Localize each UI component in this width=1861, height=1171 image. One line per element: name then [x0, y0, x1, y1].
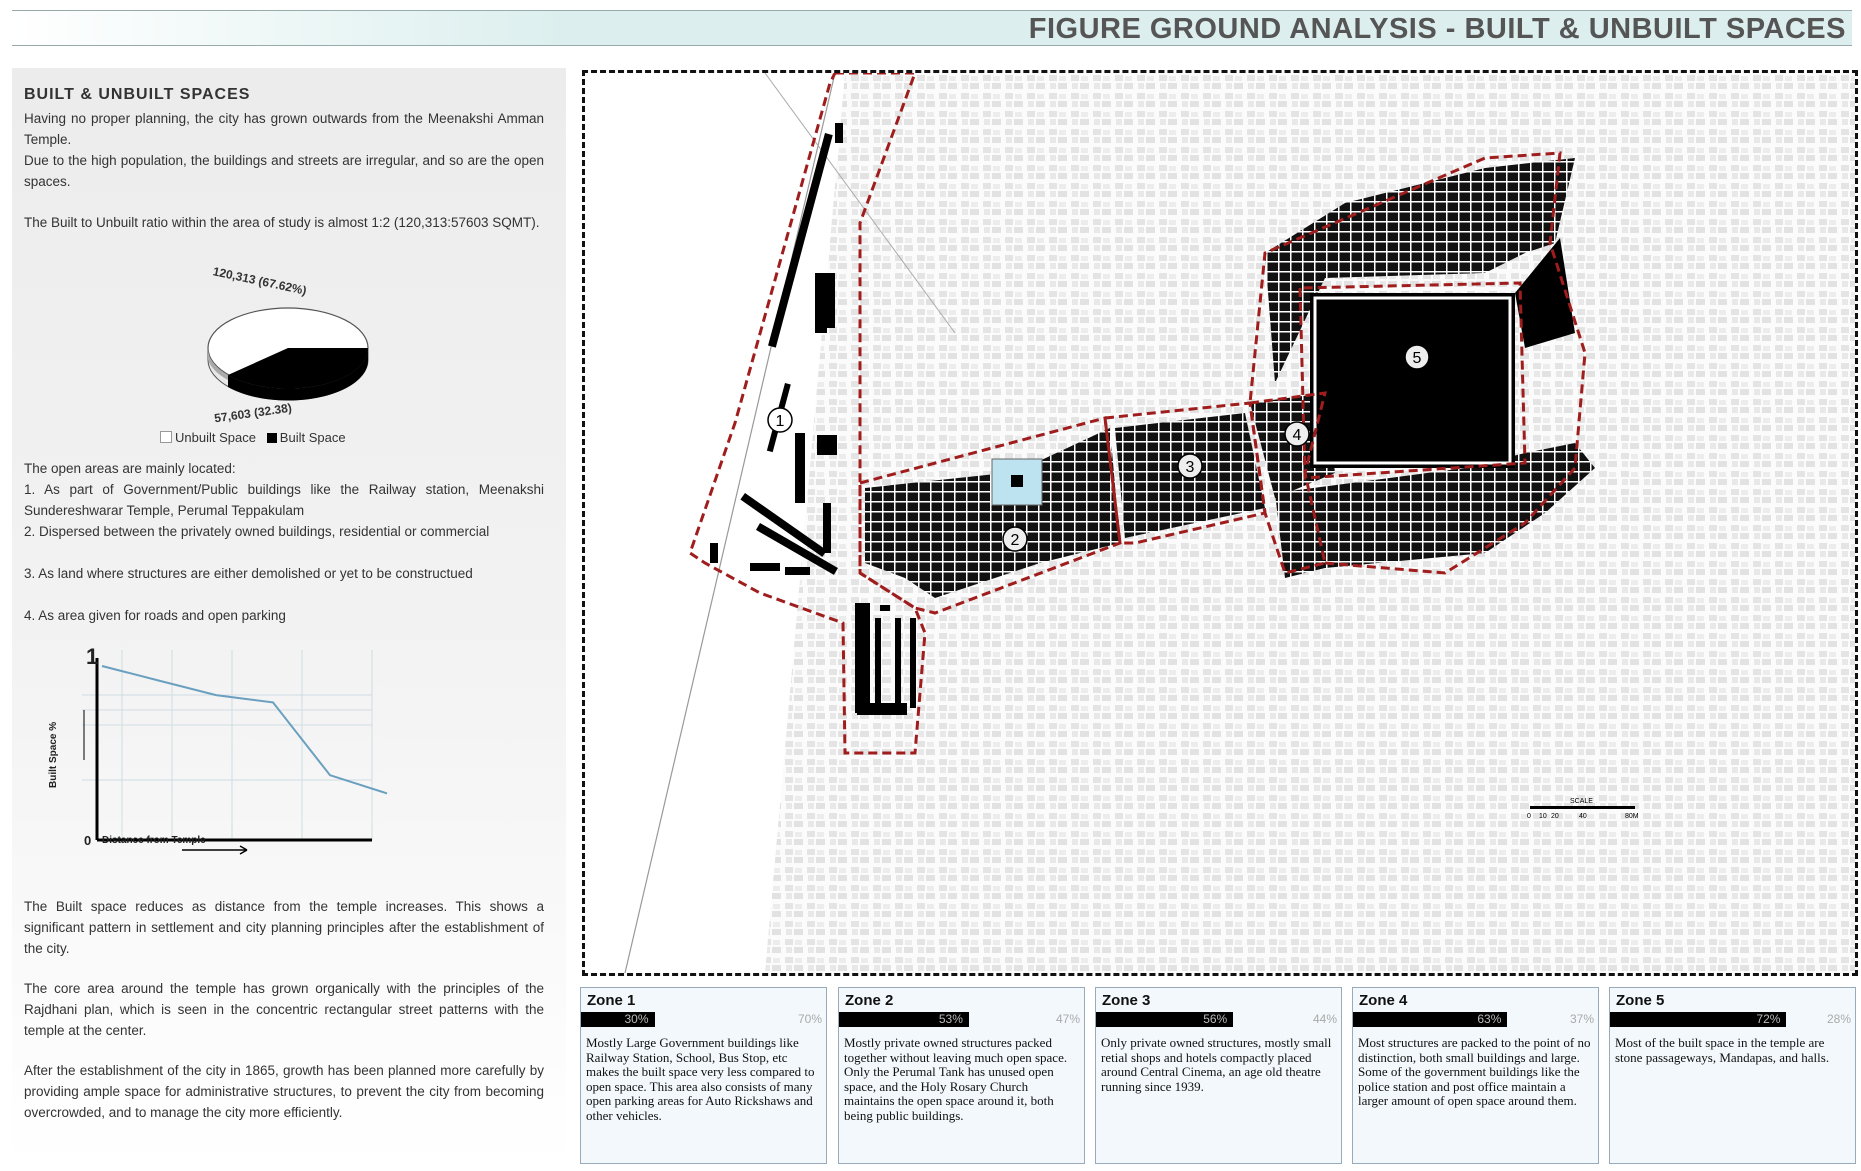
- figure-ground-map: [582, 70, 1858, 976]
- zone-title: Zone 4: [1359, 992, 1408, 1009]
- zone-built-percent: 53%: [938, 1012, 963, 1026]
- graph-grid: [82, 650, 372, 840]
- zone-bar: [1610, 1012, 1855, 1027]
- zone-unbuilt-percent: 70%: [797, 1012, 822, 1026]
- map-svg: [585, 73, 1855, 973]
- graph-xlabel: Distance from Temple: [102, 835, 206, 846]
- graph-ytick: 1: [86, 644, 99, 669]
- zone-description: Only private owned structures, mostly small retial shops and hotels compactly placed around Central Cinema, an age old theatre running since 1939.: [1101, 1035, 1332, 1094]
- section-heading: BUILT & UNBUILT SPACES: [24, 86, 251, 103]
- zone-unbuilt-percent: 28%: [1826, 1012, 1851, 1026]
- scale-title: SCALE: [1570, 798, 1593, 805]
- zone-unbuilt-percent: 37%: [1569, 1012, 1594, 1026]
- zone-bar: [1096, 1012, 1341, 1027]
- zone-built-percent: 72%: [1756, 1012, 1781, 1026]
- zone-title: Zone 3: [1102, 992, 1151, 1009]
- zone-card-4: [1352, 987, 1599, 1164]
- zone-description: Mostly Large Government buildings like Railway Station, School, Bus Stop, etc makes the built space very less compared to open space. This area also consists of many open parking areas for Auto Rickshaws and other vehicles.: [586, 1035, 815, 1123]
- legend-unbuilt-label: Unbuilt Space: [175, 430, 256, 445]
- scale-tick: 0: [1527, 813, 1531, 820]
- zone-built-percent: 30%: [624, 1012, 649, 1026]
- page-title: FIGURE GROUND ANALYSIS - BUILT & UNBUILT SPACES: [1028, 13, 1846, 45]
- pie-label-unbuilt: 120,313 (67.62%): [211, 264, 308, 298]
- zone-description: Mostly private owned structures packed together without leaving much open space. Only the Perumal Tank has unused open space, and the Holy Rosary Church maintains the open space around it, both being public buildings.: [844, 1035, 1068, 1123]
- zone-card-2: [838, 987, 1085, 1164]
- open-areas-intro: The open areas are mainly located:: [24, 461, 236, 476]
- zone-marker-1: 1: [775, 413, 785, 430]
- zone-marker-4: 4: [1292, 427, 1302, 444]
- graph-ylabel: Built Space %: [48, 721, 59, 788]
- legend-built-swatch: [267, 433, 277, 443]
- pattern-paragraph: The Built space reduces as distance from the temple increases. This shows a significant pattern in settlement and city planning principles after the establishment of the city.: [24, 899, 544, 956]
- growth-paragraph: After the establishment of the city in 1865, growth has been planned more carefully by providing ample space for administrative structures, to prevent the city from becoming overcrowded, and to manage the city more efficiently.: [24, 1063, 544, 1120]
- open-area-item: 4. As area given for roads and open parking: [24, 608, 286, 623]
- legend-unbuilt-swatch: [160, 431, 172, 443]
- trend-line: [102, 666, 387, 793]
- line-graph: [72, 650, 492, 860]
- left-panel: [12, 68, 566, 1166]
- temple-complex: [1310, 293, 1515, 468]
- zone-title: Zone 2: [845, 992, 894, 1009]
- zone-card-5: [1609, 987, 1856, 1164]
- scale-tick: 80M: [1625, 813, 1639, 820]
- zone-built-percent: 63%: [1477, 1012, 1502, 1026]
- zone-unbuilt-percent: 47%: [1055, 1012, 1080, 1026]
- zone-unbuilt-percent: 44%: [1312, 1012, 1337, 1026]
- title-bar: [12, 10, 1852, 46]
- zone-bar: [1353, 1012, 1598, 1027]
- zone-bar: [581, 1012, 826, 1027]
- zone-marker-2: 2: [1010, 532, 1020, 549]
- legend-built-label: Built Space: [279, 430, 346, 445]
- zone-description: Most structures are packed to the point of no distinction, both small buildings and large. Some of the government buildings like the police station and post office maintain a larger amount of open space around them.: [1358, 1035, 1591, 1108]
- intro-paragraph-1: Having no proper planning, the city has grown outwards from the Meenakshi Amman Temple.: [24, 111, 544, 147]
- scale-tick: 40: [1579, 813, 1587, 820]
- intro-paragraph-2: Due to the high population, the buildings and streets are irregular, and so are the open spaces.: [24, 153, 544, 189]
- scale-tick: 20: [1551, 813, 1559, 820]
- zone-title: Zone 1: [587, 992, 636, 1009]
- pie-label-built: 57,603 (32.38): [213, 400, 293, 426]
- zone-built-percent: 56%: [1203, 1012, 1228, 1026]
- scale-tick: 10: [1539, 813, 1547, 820]
- graph-origin: 0: [84, 833, 92, 848]
- zone-card-3: [1095, 987, 1342, 1164]
- zone-marker-5: 5: [1412, 350, 1422, 367]
- open-area-item: 2. Dispersed between the privately owned buildings, residential or commercial: [24, 524, 490, 539]
- pie-chart-svg: [188, 278, 388, 418]
- open-area-item: 1. As part of Government/Public buildings like the Railway station, Meenakshi Sundereshwarar Temple, Perumal Teppakulam: [24, 482, 544, 518]
- open-area-item: 3. As land where structures are either demolished or yet to be constructued: [24, 566, 473, 581]
- pie-legend: [160, 430, 346, 445]
- zone-marker-3: 3: [1185, 459, 1195, 476]
- zone-title: Zone 5: [1616, 992, 1665, 1009]
- ratio-paragraph: The Built to Unbuilt ratio within the area of study is almost 1:2 (120,313:57603 SQMT).: [24, 215, 540, 230]
- zone-description: Most of the built space in the temple are stone passageways, Mandapas, and halls.: [1615, 1035, 1830, 1065]
- zone-card-1: [580, 987, 827, 1164]
- zone-bar: [839, 1012, 1084, 1027]
- core-area-paragraph: The core area around the temple has grown organically with the principles of the Rajdhani plan, which is seen in the concentric rectangular street patterns with the temple at the center.: [24, 981, 544, 1038]
